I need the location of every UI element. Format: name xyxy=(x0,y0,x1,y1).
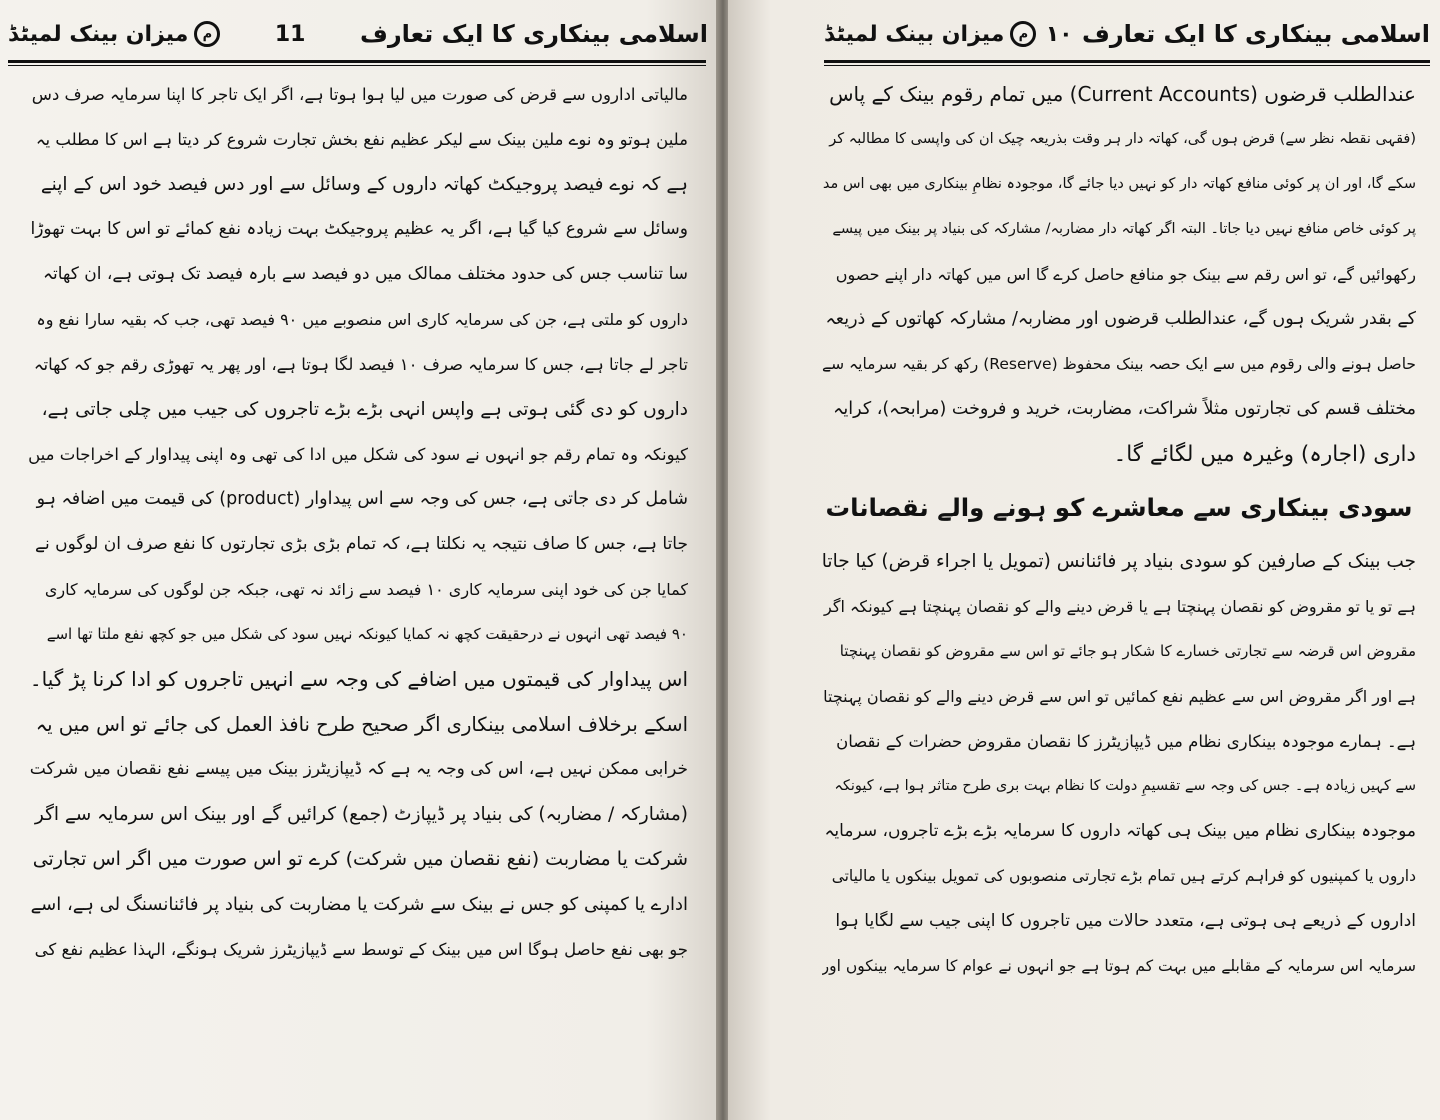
page-body xyxy=(822,72,1416,1120)
bank-name-header xyxy=(8,21,220,47)
right-page xyxy=(728,0,1440,1120)
text-line: عندالطلب قرضوں (Current Accounts) میں تمام رقوم بینک کے پاس xyxy=(829,82,1416,106)
bank-name: میزان بینک لمیٹڈ xyxy=(8,21,189,47)
text-line: اسکے برخلاف اسلامی بینکاری اگر صحیح طرح نافذ العمل کی جائے تو اس میں یہ xyxy=(35,713,688,736)
text-line: جو بھی نفع حاصل ہوگا اس میں بینک کے توسط سے ڈیپازیٹرز شریک ہونگے، الہذا عظیم نفع کی xyxy=(34,940,688,959)
text-line: شامل کر دی جاتی ہے، جس کی وجہ سے اس پیداوار (product) کی قیمت میں اضافہ ہو xyxy=(36,489,688,509)
text-line: مقروض اس قرضہ سے تجارتی خسارے کا شکار ہو جائے تو اس سے مقروض کو نقصان پہنچتا xyxy=(839,642,1416,660)
section-heading: سودی بینکاری سے معاشرے کو ہونے والے نقصانات xyxy=(825,493,1413,522)
page-number: 11 xyxy=(274,21,306,47)
text-line: (مشارکہ / مضاربہ) کی بنیاد پر ڈیپازٹ (جمع) کرائیں گے اور بینک اس سرمایہ سے اگر xyxy=(34,804,688,825)
text-line: جاتا ہے، جس کا صاف نتیجہ یہ نکلتا ہے، کہ تمام بڑی بڑی تجارتوں کا نفع صرف ان لوگوں نے xyxy=(34,534,688,554)
text-line: (فقہی نقطہ نظر سے) قرض ہوں گی، کھاتہ دار ہر وقت بذریعہ چیک ان کی واپسی کا مطالبہ کر xyxy=(829,131,1416,147)
text-line: کے بقدر شریک ہوں گے، عندالطلب قرضوں اور مضاربہ/ مشارکہ کھاتوں کے ذریعہ xyxy=(825,309,1416,329)
text-line: خرابی ممکن نہیں ہے، اس کی وجہ یہ ہے کہ ڈیپازیٹرز بینک میں پیسے نفع نقصان میں شرکت xyxy=(29,759,688,779)
text-line: اس پیداوار کی قیمتوں میں اضافے کی وجہ سے انہیں تاجروں کو ادا کرنا پڑ گیا۔ xyxy=(29,667,688,691)
text-line: مختلف قسم کی تجارتوں مثلاً شراکت، مضاربت، خرید و فروخت (مرابحہ)، کرایہ xyxy=(833,399,1416,419)
text-line: حاصل ہونے والی رقوم میں سے ایک حصہ بینک محفوظ (Reserve) رکھ کر بقیہ سرمایہ سے xyxy=(822,355,1416,373)
book-title: اسلامی بینکاری کا ایک تعارف xyxy=(1081,20,1430,48)
text-line: ہے کہ نوے فیصد پروجیکٹ کھاتہ داروں کے وسائل سے اور دس فیصد خود اس کے اپنے xyxy=(40,174,688,195)
book-title: اسلامی بینکاری کا ایک تعارف xyxy=(359,20,708,48)
text-line: داروں کو دی گئی ہوتی ہے واپس انہی بڑے بڑے تاجروں کی جیب میں چلی جاتی ہے، xyxy=(41,399,688,420)
text-line: پر کوئی خاص منافع نہیں دیا جاتا۔ البتہ اگر کھاتہ دار مضاربہ/ مشارکہ کی بنیاد پر بینک میں پیسے xyxy=(832,221,1416,237)
text-line: ہے۔ ہمارے موجودہ بینکاری نظام میں ڈیپازیٹرز کا نقصان مقروض حضرات کے نقصان xyxy=(836,732,1416,751)
text-line: جب بینک کے صارفین کو سودی بنیاد پر فائنانس (تمویل یا اجراء قرض) کیا جاتا xyxy=(822,551,1416,572)
bank-name: میزان بینک لمیٹڈ xyxy=(824,21,1005,47)
text-line: سکے گا، اور ان پر کوئی منافع کھاتہ دار کو نہیں دیا جائے گا، موجودہ نظامِ بینکاری میں بھی اس مد xyxy=(822,176,1416,192)
text-line: ہے تو یا تو مقروض کو نقصان پہنچتا ہے یا قرض دینے والے کو نقصان پہنچتا ہے کیونکہ اگر xyxy=(824,597,1416,616)
text-line: ہے اور اگر مقروض اس سے عظیم نفع کمائیں تو اس سے قرض دینے والے کو نقصان پہنچتا xyxy=(823,687,1416,706)
text-line: داری (اجارہ) وغیرہ میں لگائے گا۔ xyxy=(1113,442,1416,467)
text-line: کمایا جن کی خود اپنی سرمایہ کاری ۱۰ فیصد سے زائد نہ تھی، جبکہ جن لوگوں کی سرمایہ کاری xyxy=(44,580,688,599)
left-page xyxy=(0,0,718,1120)
header-rule xyxy=(8,60,706,66)
meezan-logo-icon: م xyxy=(1010,21,1036,47)
page-header xyxy=(8,10,708,58)
meezan-logo-icon: م xyxy=(194,21,220,47)
text-line: مالیاتی اداروں سے قرض کی صورت میں لیا ہوا ہوتا ہے، اگر ایک تاجر کا اپنا سرمایہ صرف دس xyxy=(31,85,688,104)
text-line: رکھوائیں گے، تو اس رقم سے بینک جو منافع حاصل کرے گا اس میں کھاتہ دار اپنے حصوں xyxy=(835,265,1416,284)
text-line: وسائل سے شروع کیا گیا ہے، اگر یہ عظیم پروجیکٹ بہت زیادہ نفع کمائے تو اس کا بہت تھوڑا xyxy=(30,219,688,239)
text-line: داروں یا کمپنیوں کو فراہم کرتے ہیں تمام بڑے تجارتی منصوبوں کی تمویل بینکوں یا مالیاتی xyxy=(831,867,1416,885)
text-line: سے کہیں زیادہ ہے۔ جس کی وجہ سے تقسیمِ دولت کا نظام بہت بری طرح متاثر ہوا ہے، کیونکہ xyxy=(834,778,1416,794)
text-line: اداروں کے ذریعے ہی ہوتی ہے، متعدد حالات میں تاجروں کا اپنی جیب سے لگایا ہوا xyxy=(835,911,1416,931)
text-line: ۹۰ فیصد تھی انہوں نے درحقیقت کچھ نہ کمایا کیونکہ نہیں سود کی شکل میں جو کچھ نفع ملتا تھا اسے xyxy=(46,625,688,643)
text-line: ملین ہوتو وہ نوے ملین بینک سے لیکر عظیم نفع بخش تجارت شروع کر دیتا ہے اس کا مطلب یہ xyxy=(35,130,688,149)
header-rule xyxy=(824,60,1430,66)
page-body xyxy=(28,72,688,1120)
text-line: کیونکہ وہ تمام رقم جو انہوں نے سود کی شکل میں ادا کی تھی وہ اپنی پیداوار کے اخراجات میں xyxy=(28,445,688,464)
text-line: سا تناسب جس کی حدود مختلف ممالک میں دو فیصد سے بارہ فیصد تک ہوتی ہے، ان کھاتہ xyxy=(43,264,688,284)
text-line: داروں کو ملتی ہے، جن کی سرمایہ کاری اس منصوبے میں ۹۰ فیصد تھی، جب کہ بقیہ سارا نفع وہ xyxy=(36,310,688,329)
text-line: شرکت یا مضاربت (نفع نقصان میں شرکت) کرے تو اس صورت میں اگر اس تجارتی xyxy=(32,848,688,870)
text-line: ادارے یا کمپنی کو جس نے بینک سے شرکت یا مضاربت کی بنیاد پر فائنانسنگ لی ہے، اسے xyxy=(30,894,688,915)
text-line: سرمایہ اس سرمایہ کے مقابلے میں بہت کم ہوتا ہے جو انہوں نے عوام کا سرمایہ بینکوں اور xyxy=(822,957,1416,975)
page-number: ۱۰ xyxy=(1045,21,1073,47)
bank-name-header xyxy=(824,21,1036,47)
text-line: تاجر لے جاتا ہے، جس کا سرمایہ صرف ۱۰ فیصد لگا ہوتا ہے، اور پھر یہ تھوڑی رقم جو کہ کھاتہ xyxy=(33,355,688,374)
text-line: موجودہ بینکاری نظام میں بینک ہی کھاتہ داروں کا سرمایہ بڑے بڑے تاجروں، سرمایہ xyxy=(824,821,1416,841)
page-header xyxy=(824,10,1430,58)
